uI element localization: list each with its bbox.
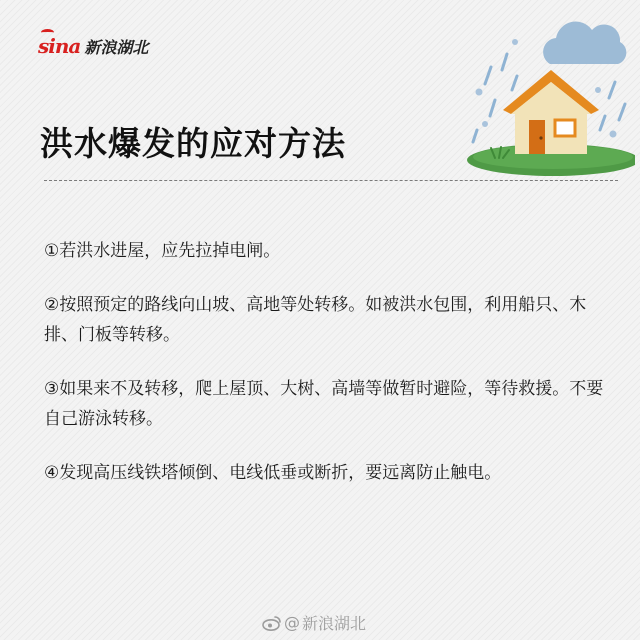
page-title: 洪水爆发的应对方法 [40,124,346,163]
watermark [262,611,366,634]
tip-item: ①若洪水进屋，应先拉掉电闸。 [44,241,281,261]
sina-eye-logo-icon [41,29,54,36]
tip-item: ②按照预定的路线向山坡、高地等处转移。如被洪水包围，利用船只、木排、门板等转移。 [44,295,587,345]
flood-illustration [455,12,635,182]
tip-item: ③如果来不及转移，爬上屋顶、大树、高墙等做暂时避险，等待救援。不要自己游泳转移。 [44,379,604,429]
watermark-at: @ [284,613,300,632]
house-icon [503,70,599,154]
logo-text: 新浪湖北 [84,37,149,57]
sina-logo [38,34,148,58]
tips-list [44,236,604,512]
title-divider [44,180,618,181]
rain-cloud-icon [543,22,626,64]
tip-item: ④发现高压线铁塔倾倒、电线低垂或断折，要远离防止触电。 [44,463,502,483]
weibo-icon [262,615,282,631]
watermark-text: 新浪湖北 [302,614,367,633]
logo-mark: sina [38,34,81,58]
